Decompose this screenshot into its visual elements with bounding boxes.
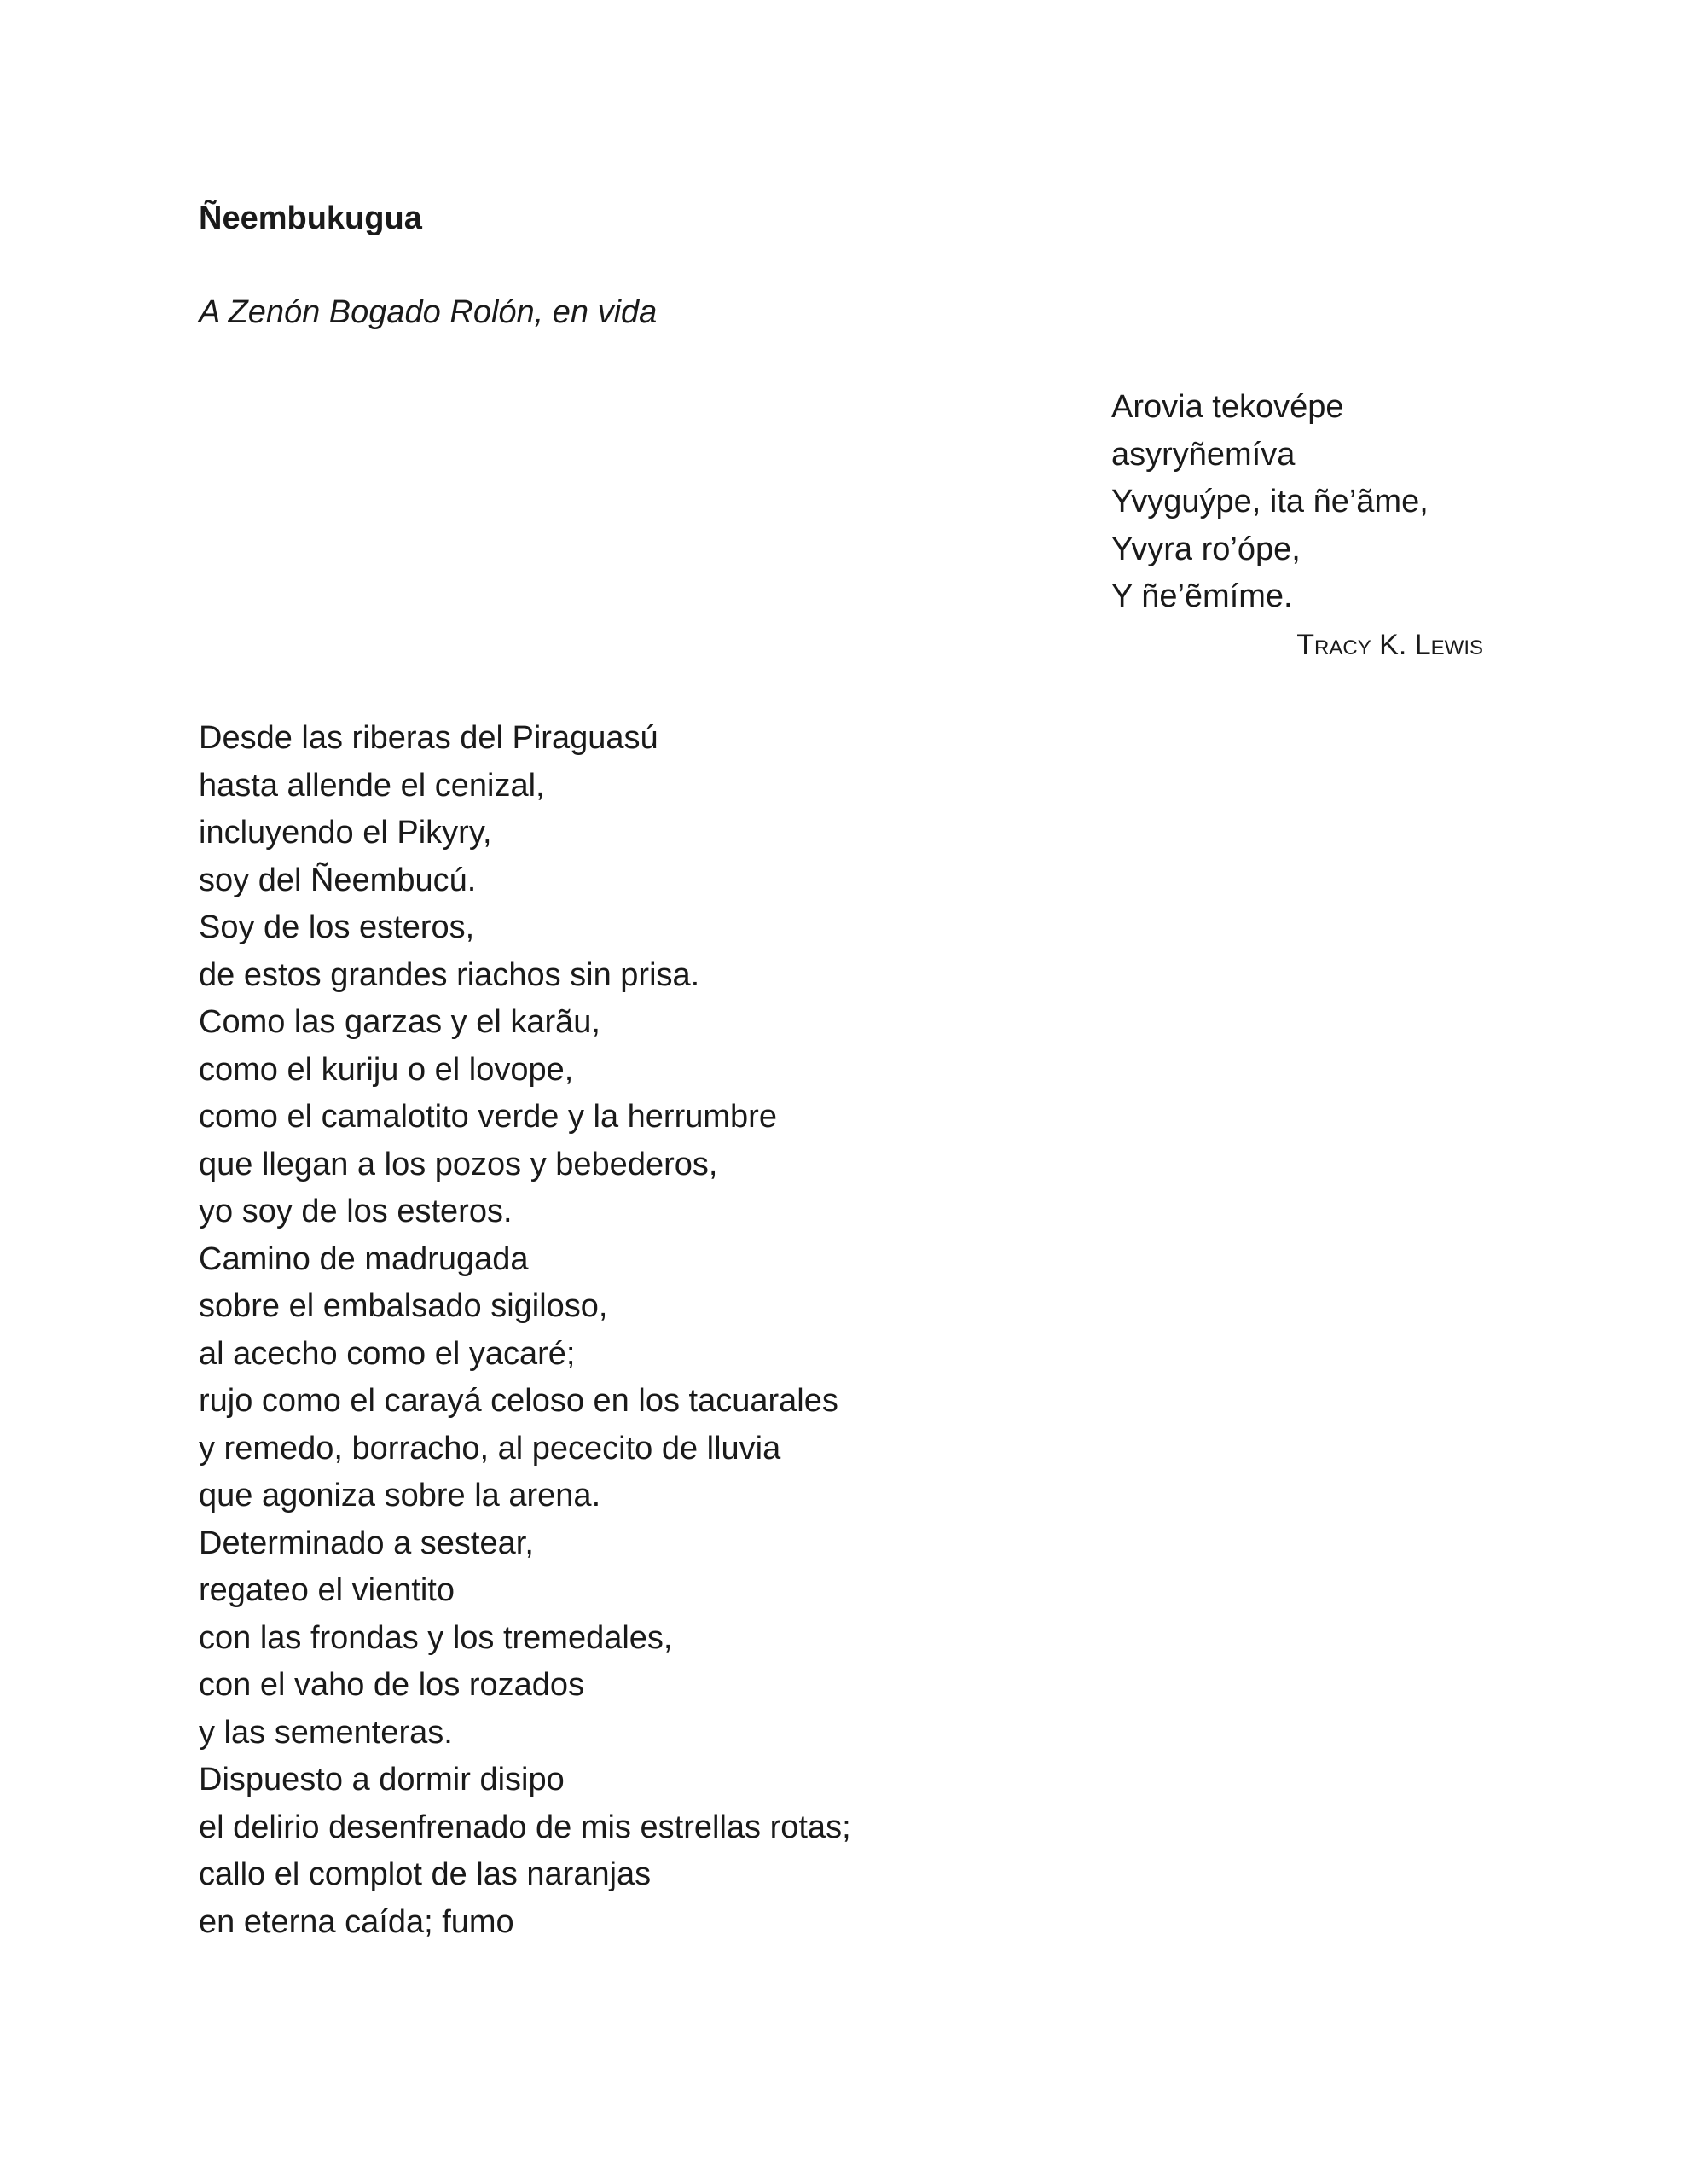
poem-line: que llegan a los pozos y bebederos, xyxy=(199,1146,718,1182)
poem-line: yo soy de los esteros. xyxy=(199,1194,513,1229)
poem-line: rujo como el carayá celoso en los tacuarales xyxy=(199,1383,838,1419)
poem-line: y remedo, borracho, al pececito de lluvia xyxy=(199,1430,781,1467)
poem-line: de estos grandes riachos sin prisa. xyxy=(199,956,700,993)
poem-line: incluyendo el Pikyry, xyxy=(199,815,492,851)
poem-line: Como las garzas y el karãu, xyxy=(199,1004,600,1040)
epigraph-line: Y ñe’ẽmíme. xyxy=(1111,578,1293,614)
poem-line: que agoniza sobre la arena. xyxy=(199,1478,601,1513)
poem-line: y las sementeras. xyxy=(199,1714,453,1751)
poem-line: en eterna caída; fumo xyxy=(199,1903,514,1940)
poem-line: como el kuriju o el lovope, xyxy=(199,1051,574,1088)
poem-line: Dispuesto a dormir disipo xyxy=(199,1762,565,1798)
poem-line: Determinado a sestear, xyxy=(199,1525,534,1561)
poem-line: soy del Ñeembucú. xyxy=(199,862,477,898)
poem-line: al acecho como el yacaré; xyxy=(199,1335,576,1372)
poem-line: con el vaho de los rozados xyxy=(199,1667,585,1703)
poem-line: con las frondas y los tremedales, xyxy=(199,1619,673,1656)
poem-line: el delirio desenfrenado de mis estrellas rotas; xyxy=(199,1809,851,1845)
poem-line: hasta allende el cenizal, xyxy=(199,767,545,804)
poem-line: sobre el embalsado sigiloso, xyxy=(199,1288,608,1324)
poem-dedication: A Zenón Bogado Rolón, en vida xyxy=(199,294,658,330)
epigraph-author: Tracy K. Lewis xyxy=(1296,628,1483,661)
poem-title: Ñeembukugua xyxy=(199,200,422,236)
epigraph xyxy=(1111,384,1487,669)
epigraph-line: Yvyguýpe, ita ñe’ãme, xyxy=(1111,484,1429,520)
poem-line: regateo el vientito xyxy=(199,1572,455,1608)
poem-line: Soy de los esteros, xyxy=(199,909,475,945)
poem-line: Desde las riberas del Piraguasú xyxy=(199,720,658,756)
poem-line: callo el complot de las naranjas xyxy=(199,1856,652,1892)
epigraph-line: asyryñemíva xyxy=(1111,436,1296,473)
epigraph-line: Yvyra ro’ópe, xyxy=(1111,531,1301,567)
poem-line: como el camalotito verde y la herrumbre xyxy=(199,1099,777,1135)
poem-body xyxy=(199,715,851,1946)
epigraph-lines xyxy=(1111,384,1487,621)
epigraph-line: Arovia tekovépe xyxy=(1111,389,1344,425)
poem-line: Camino de madrugada xyxy=(199,1240,529,1277)
